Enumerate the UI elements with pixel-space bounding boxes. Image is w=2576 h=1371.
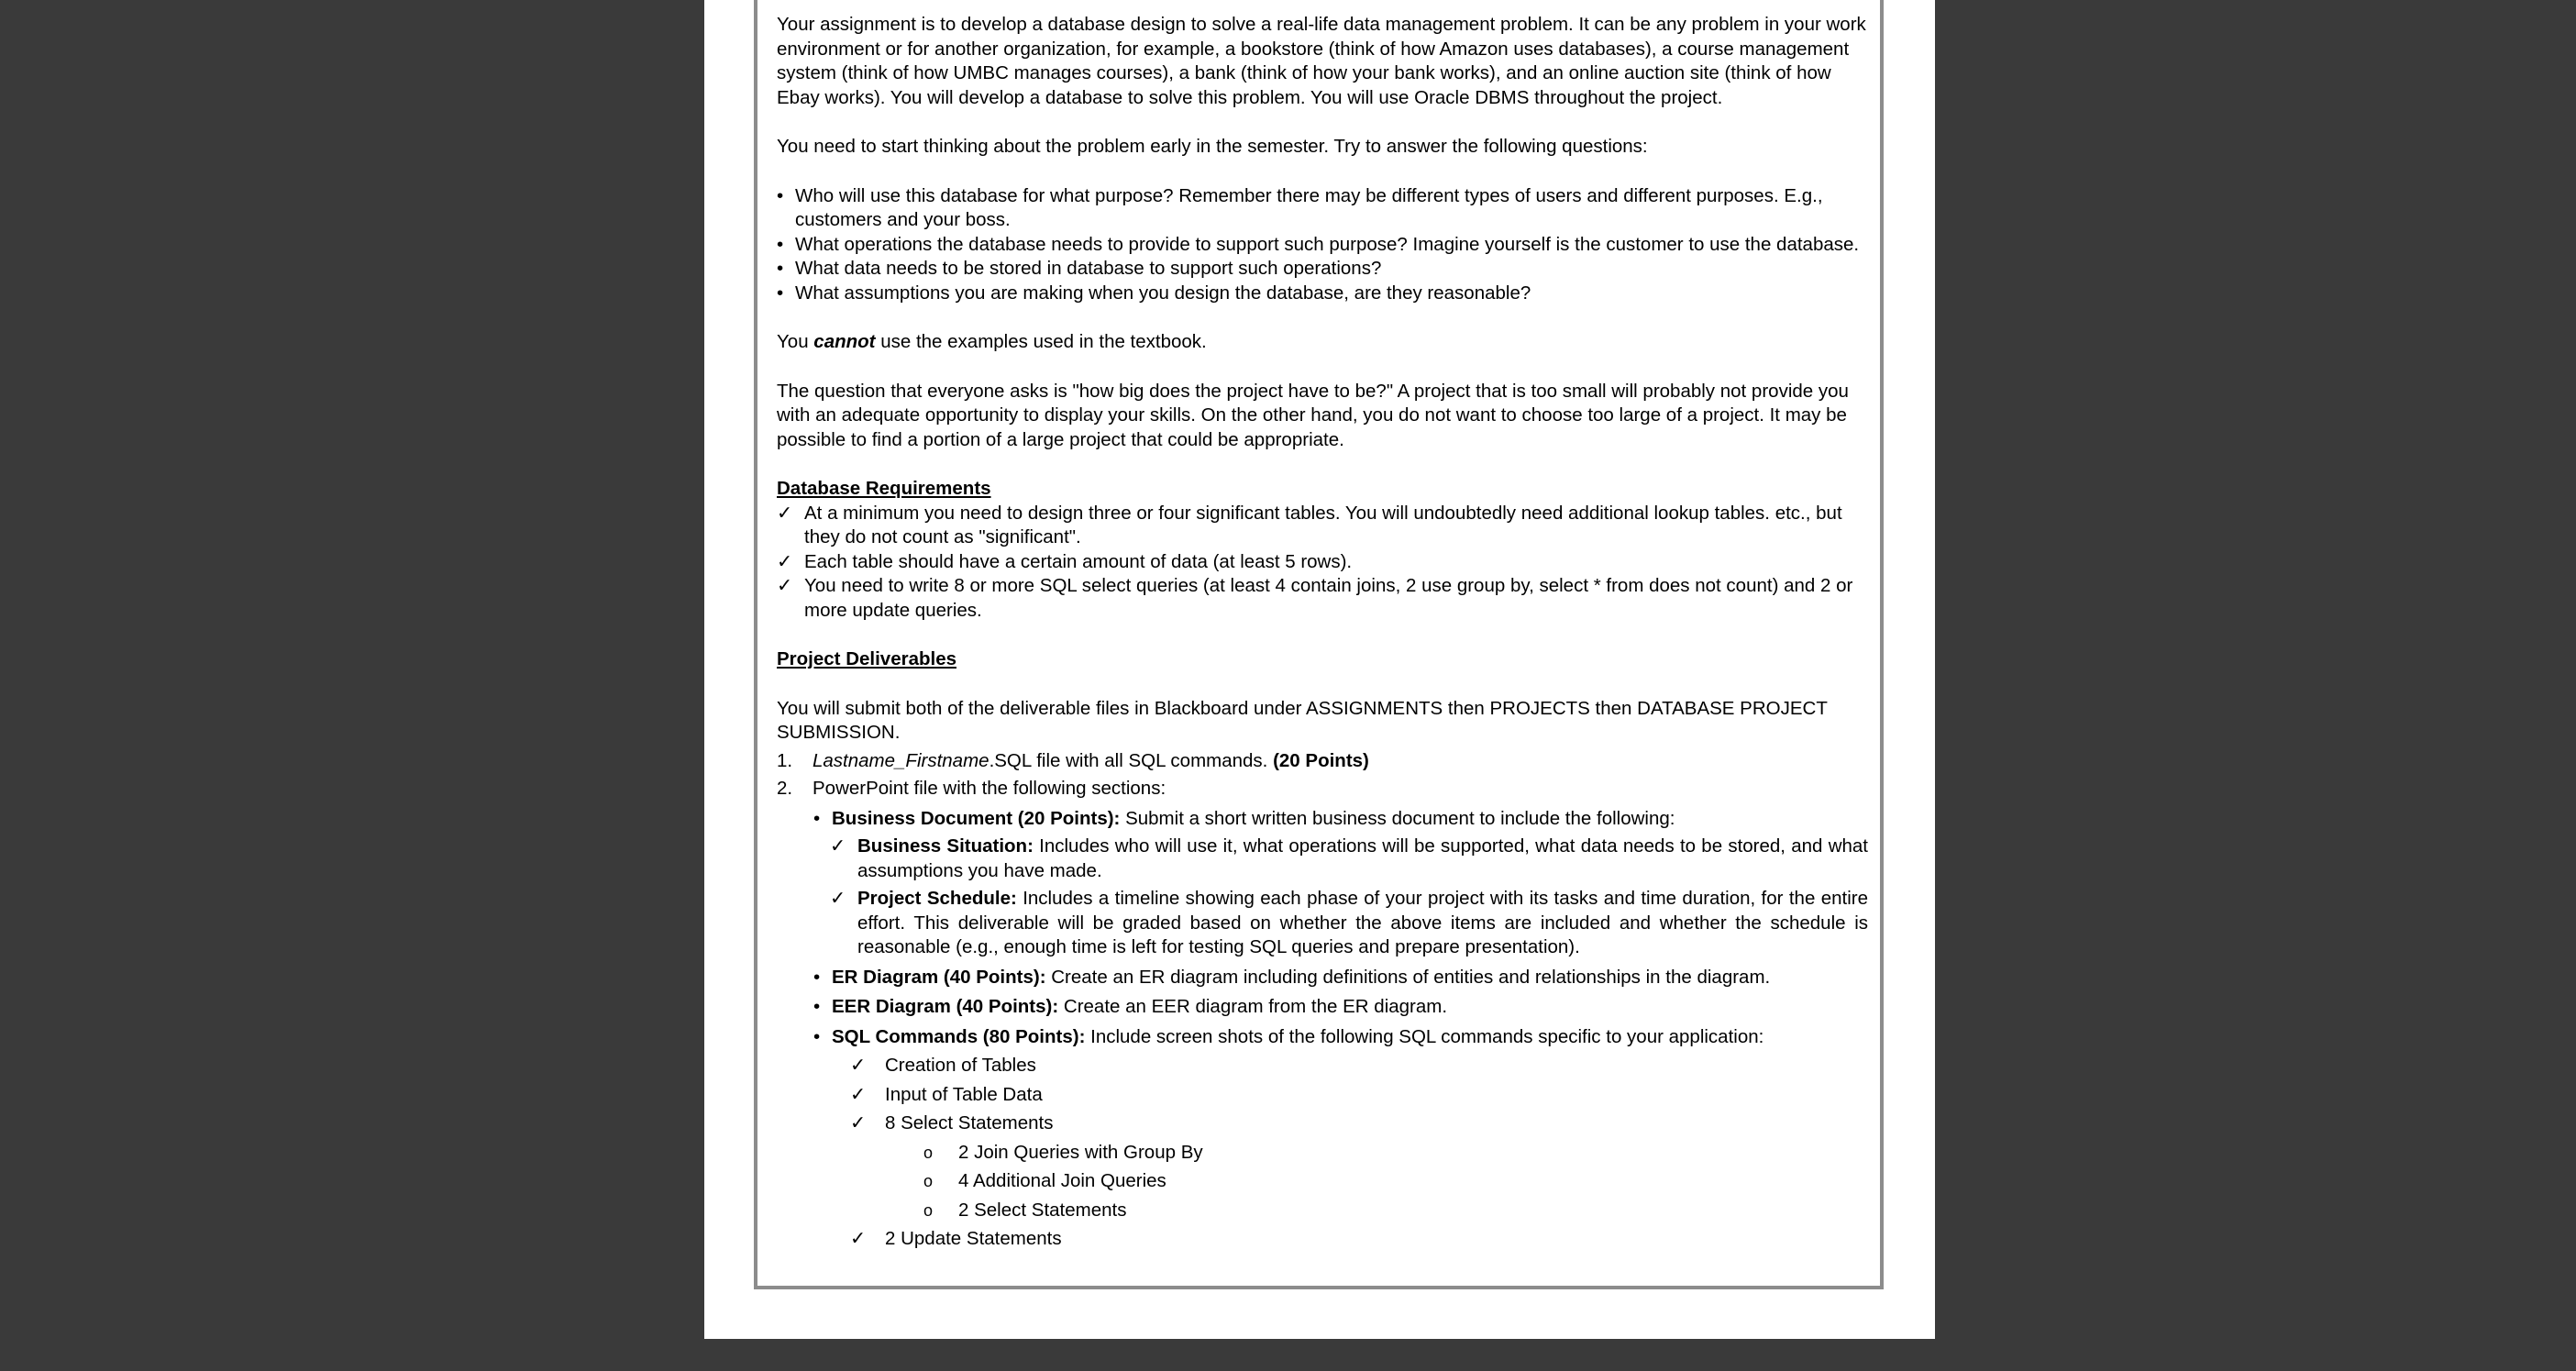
business-situation-item: ✓ Business Situation: Includes who will use it, what operations will be supported, what data needs to be stored, and what assumptions you have made.	[830, 835, 1868, 881]
question-item: • What operations the database needs to provide to support such purpose? Imagine yourself is the customer to use the database.	[777, 233, 1868, 258]
er-diagram-item: • ER Diagram (40 Points): Create an ER diagram including definitions of entities and relationships in the diagram.	[777, 966, 1868, 990]
bullet-icon: •	[813, 966, 821, 988]
check-icon: ✓	[777, 575, 793, 596]
project-schedule-item: ✓ Project Schedule: Includes a timeline showing each phase of your project with its tasks and time duration, for the entire effort. This deliverable will be graded based on whether the above items are included and whether the schedule is reasonable (e.g., enough time is left for testing SQL queries and prepare presentation).	[830, 888, 1868, 957]
requirements-heading: Database Requirements	[777, 478, 991, 499]
bullet-icon: •	[813, 1025, 821, 1047]
check-icon: ✓	[850, 1083, 867, 1105]
bullet-icon: •	[777, 233, 784, 255]
bullet-icon: •	[813, 996, 821, 1017]
select-subitem: o 2 Join Queries with Group By	[777, 1141, 1868, 1166]
requirement-item: ✓ At a minimum you need to design three or four significant tables. You will undoubtedly need additional lookup tables. etc., but they do not count as "significant".	[777, 502, 1842, 547]
document-page	[704, 0, 1935, 1339]
circle-icon: o	[923, 1200, 934, 1220]
deliverables-heading: Project Deliverables	[777, 648, 956, 669]
deliverables-intro: You will submit both of the deliverable files in Blackboard under ASSIGNMENTS then PROJECTS then DATABASE PROJECT SUBMISSION.	[777, 697, 1828, 743]
intro-paragraph-3: The question that everyone asks is "how big does the project have to be?" A project that is too small will probably not provide you with an adequate opportunity to display your skills. On the other hand, you do not want to choose too large of a project. It may be possible to find a portion of a large project that could be appropriate.	[777, 380, 1849, 450]
requirement-item: ✓ You need to write 8 or more SQL select queries (at least 4 contain joins, 2 use group by, select * from does not count) and 2 or more update queries.	[777, 575, 1853, 621]
check-icon: ✓	[830, 835, 846, 857]
business-document-item: • Business Document (20 Points): Submit a short written business document to include the following:	[777, 807, 1868, 832]
cannot-paragraph: You cannot use the examples used in the textbook.	[777, 331, 1207, 352]
bullet-icon: •	[813, 807, 821, 829]
check-icon: ✓	[777, 502, 793, 524]
deliverable-item-1: 1. Lastname_Firstname.SQL file with all SQL commands. (20 Points)	[777, 749, 1369, 771]
question-item: • What data needs to be stored in database to support such operations?	[777, 257, 1868, 282]
sql-subitem: ✓ 8 Select Statements	[777, 1111, 1868, 1136]
bullet-icon: •	[777, 258, 784, 279]
deliverable-item-2: 2. PowerPoint file with the following sections:	[777, 778, 1166, 799]
check-icon: ✓	[850, 1055, 867, 1076]
sql-subitem: ✓ 2 Update Statements	[777, 1227, 1868, 1252]
bullet-icon: •	[777, 184, 784, 206]
check-icon: ✓	[850, 1112, 867, 1133]
sql-commands-item: • SQL Commands (80 Points): Include screen shots of the following SQL commands specific to your application:	[777, 1025, 1868, 1050]
eer-diagram-item: • EER Diagram (40 Points): Create an EER diagram from the ER diagram.	[777, 995, 1868, 1020]
requirement-item: ✓ Each table should have a certain amount of data (at least 5 rows).	[777, 550, 1868, 575]
circle-icon: o	[923, 1143, 934, 1162]
intro-paragraph-1: Your assignment is to develop a database design to solve a real-life data management problem. It can be any problem in your work environment or for another organization, for example, a bookstore (think of how Amazon uses databases), a course management system (think of how UMBC manages courses), a bank (think of how your bank works), and an online auction site (think of how Ebay works). You will develop a database to solve this problem. You will use Oracle DBMS throughout the project.	[777, 14, 1866, 108]
circle-icon: o	[923, 1172, 934, 1190]
document-content	[777, 13, 1868, 1252]
check-icon: ✓	[830, 888, 846, 909]
bullet-icon: •	[777, 282, 784, 304]
question-item: • Who will use this database for what purpose? Remember there may be different types of users and different purposes. E.g., customers and your boss.	[777, 184, 1823, 230]
check-icon: ✓	[850, 1228, 867, 1249]
sql-subitem: ✓ Creation of Tables	[777, 1054, 1868, 1078]
select-subitem: o 4 Additional Join Queries	[777, 1169, 1868, 1194]
check-icon: ✓	[777, 550, 793, 572]
question-item: • What assumptions you are making when you design the database, are they reasonable?	[777, 282, 1868, 306]
select-subitem: o 2 Select Statements	[777, 1199, 1868, 1223]
intro-paragraph-2: You need to start thinking about the problem early in the semester. Try to answer the following questions:	[777, 136, 1648, 157]
sql-subitem: ✓ Input of Table Data	[777, 1083, 1868, 1108]
